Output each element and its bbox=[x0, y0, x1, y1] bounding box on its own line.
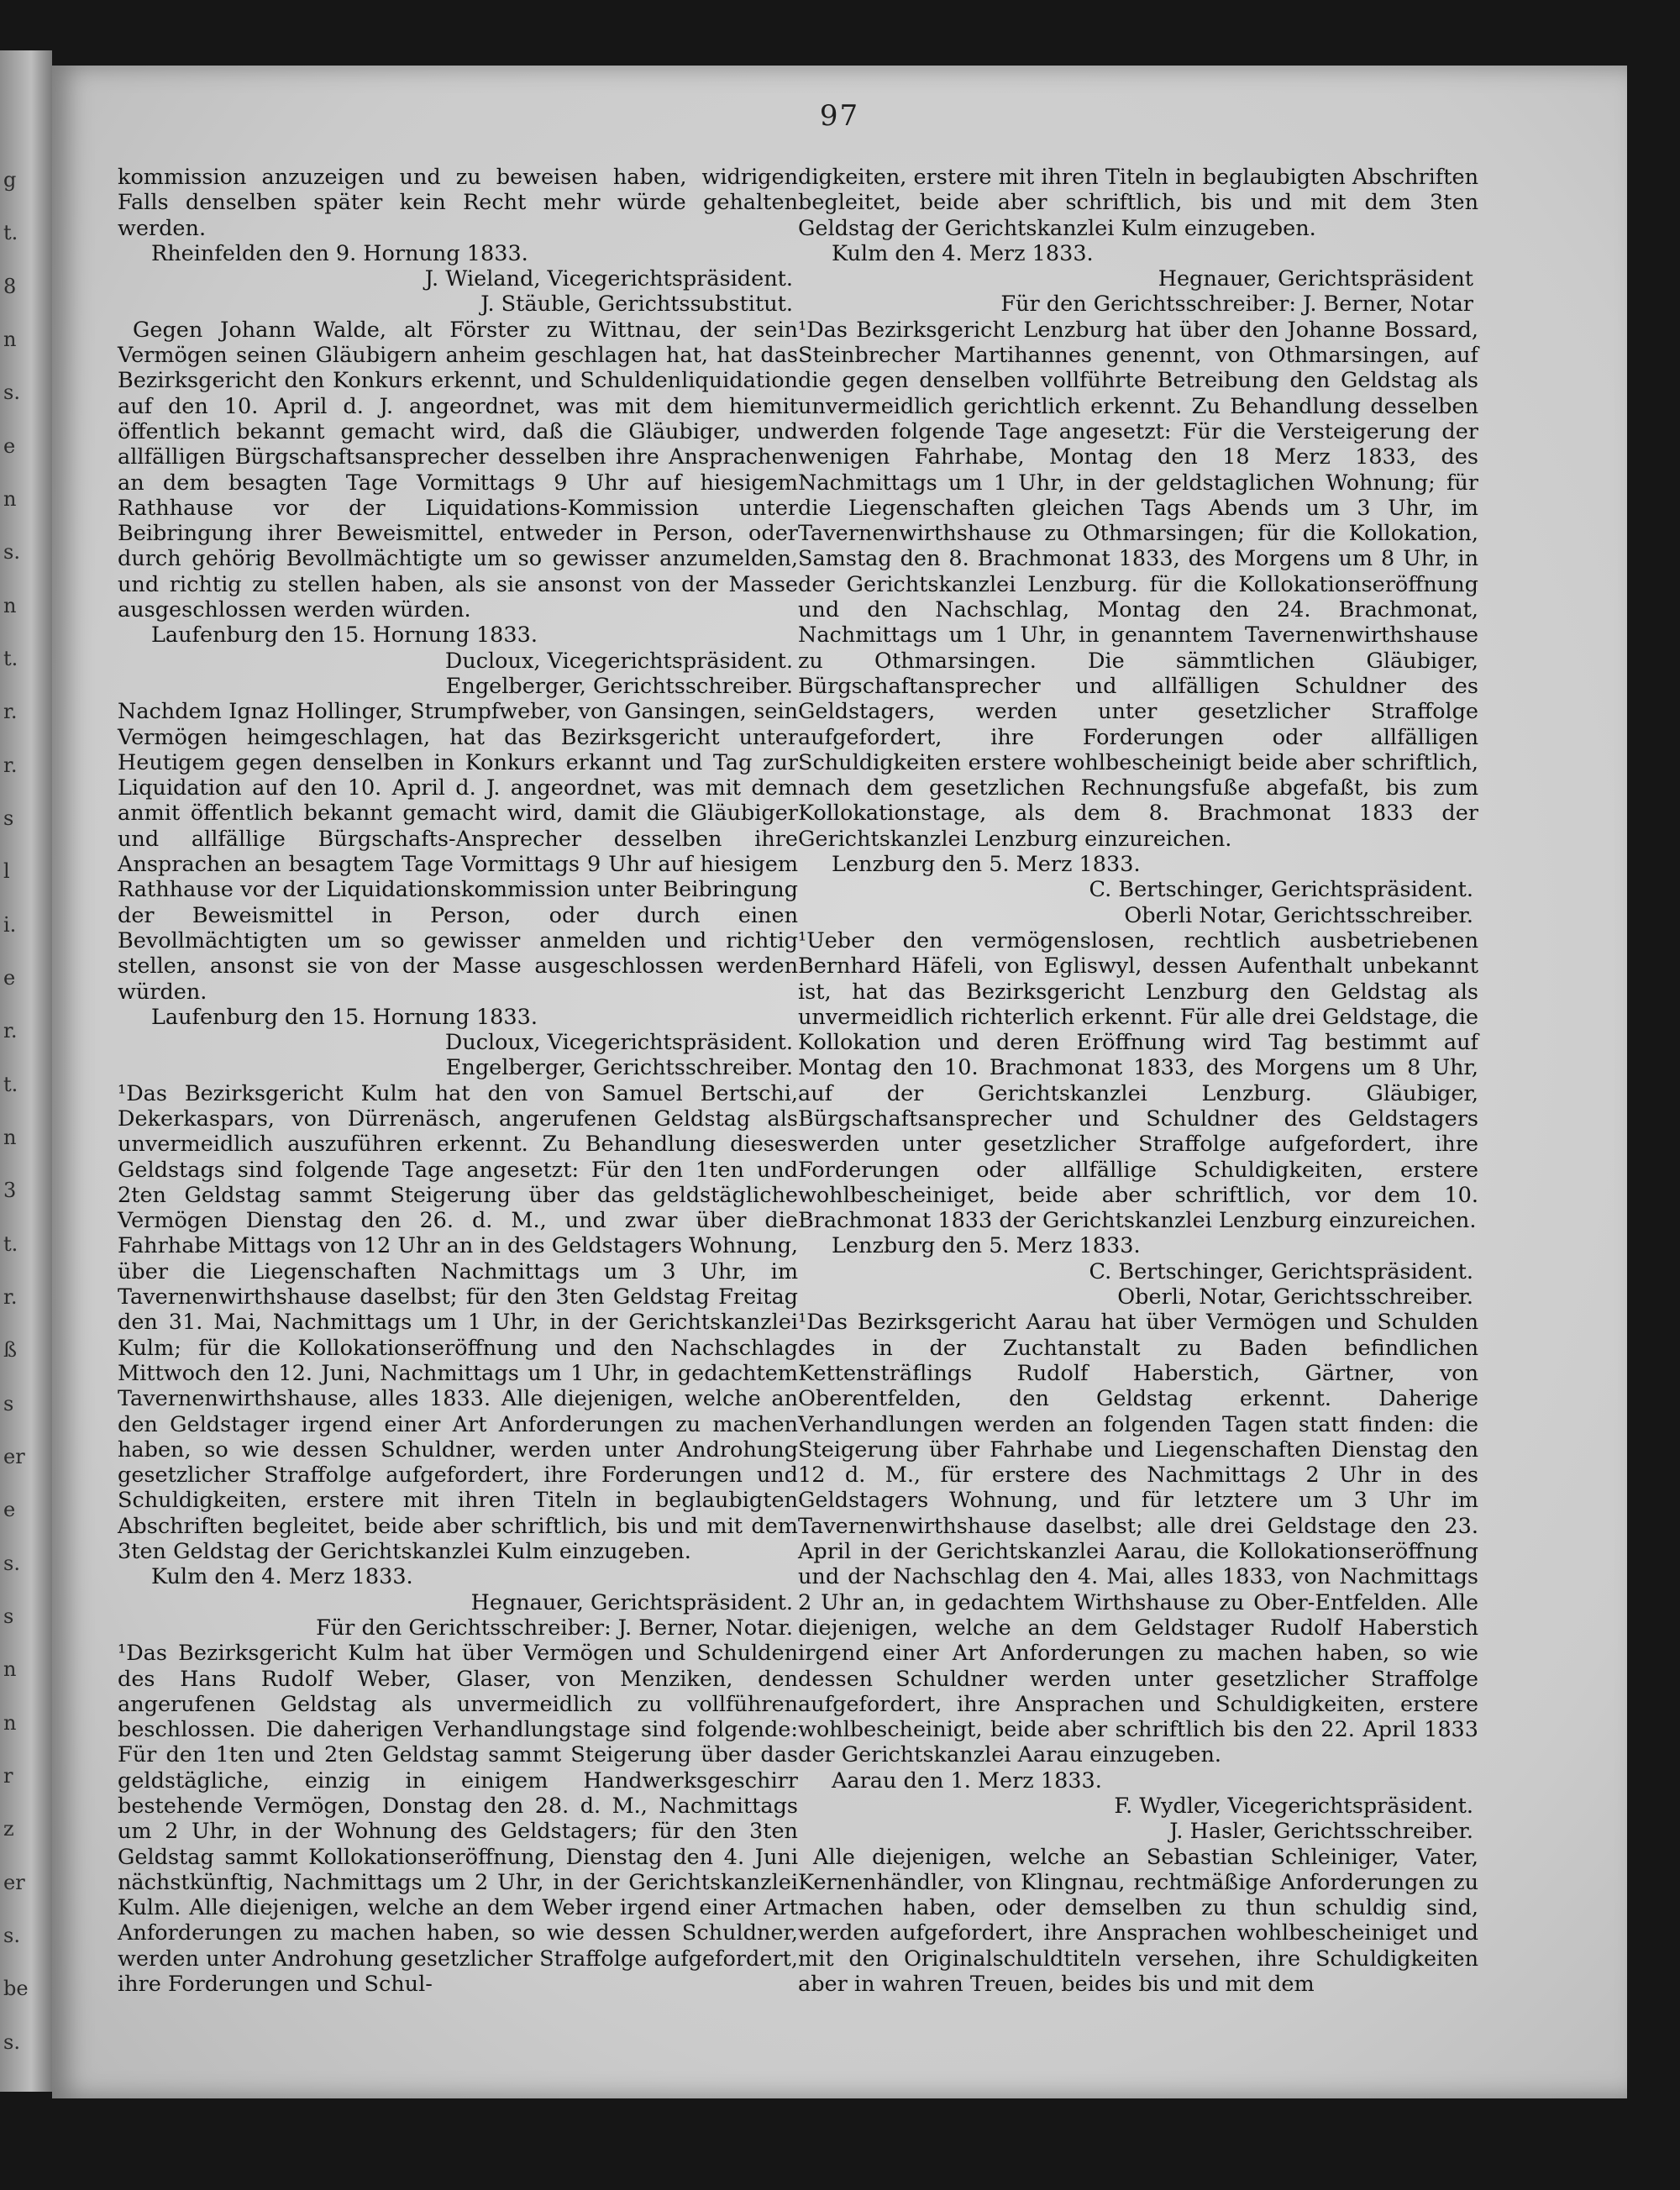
previous-page-fragment: r bbox=[3, 1764, 13, 1788]
notice-signature: Hegnauer, Gerichtspräsident bbox=[1158, 266, 1473, 292]
previous-page-fragment: i. bbox=[3, 912, 17, 937]
notice-date: Kulm den 4. Merz 1833. bbox=[832, 240, 1094, 266]
notice-text: Gegen Johann Walde, alt Förster zu Wittnau, der sein Vermögen seinen Gläubigern anheim geschlagen hat, hat das Bezirksgericht den Konkurs erkennt, und Schuldenliquidation auf den 10. April d. J. angeordnet, was mit dem hiemit öffentlich bekannt gemacht wird, daß die Gläubiger, und allfälligen Bürgschaftsansprecher desselben ihre Ansprachen an dem besagten Tage Vormittags 9 Uhr auf hiesigem Rathhause vor der Liquidations-Kommission unter Beibringung ihrer Beweismittel, entweder in Person, oder durch gehörig Bevollmächtigte um so gewisser anzumelden, und richtig zu stellen haben, als sie ansonst von der Masse ausgeschlossen werden würden. bbox=[118, 317, 798, 623]
previous-page-fragment: s. bbox=[3, 2030, 20, 2054]
previous-page-fragment: s bbox=[3, 1604, 14, 1628]
notice-text: ¹Das Bezirksgericht Kulm hat über Vermögen und Schulden des Hans Rudolf Weber, Glaser, von Menziken, den angerufenen Geldstag als unvermeidlich zu vollführen beschlossen. Die daherigen Verhandlungstage sind folgende: Für den 1ten und 2ten Geldstag sammt Steigerung über das geldstägliche, einzig in einigem Handwerksgeschirr bestehende Vermögen, Donstag den 28. d. M., Nachmittags um 2 Uhr, in der Wohnung des Geldstagers; für den 3ten Geldstag sammt Kollokationseröffnung, Dienstag den 4. Juni nächstkünftig, Nachmittags um 2 Uhr, in der Gerichtskanzlei Kulm. Alle diejenigen, welche an dem Weber irgend einer Art Anforderungen zu machen haben, so wie dessen Schuldner, werden unter Androhung gesetzlicher Straffolge aufgefordert, ihre Forderungen und Schul- bbox=[118, 1641, 798, 1998]
previous-page-fragment: z bbox=[3, 1817, 14, 1841]
previous-page-fragment: s. bbox=[3, 540, 20, 565]
previous-page-fragment: r. bbox=[3, 1019, 18, 1043]
notice-signature: Für den Gerichtsschreiber: J. Berner, Notar. bbox=[316, 1615, 793, 1641]
previous-page-fragment: be bbox=[3, 1977, 29, 2001]
previous-page-fragment: e bbox=[3, 433, 16, 458]
previous-page-fragment: r. bbox=[3, 753, 18, 777]
previous-page-fragment: t. bbox=[3, 1232, 18, 1256]
notice-text: Nachdem Ignaz Hollinger, Strumpfweber, von Gansingen, sein Vermögen heimgeschlagen, hat das Bezirksgericht unter Heutigem gegen denselben in Konkurs erkannt und Tag zur Liquidation auf den 10. April d. J. angeordnet, was mit dem anmit öffentlich bekannt gemacht wird, damit die Gläubiger und allfällige Bürgschafts-Ansprecher desselben ihre Ansprachen an besagtem Tage Vormittags 9 Uhr auf hiesigem Rathhause vor der Liquidationskommission unter Beibringung der Beweismittel in Person, oder durch einen Bevollmächtigten um so gewisser anmelden und richtig stellen, ansonst sie von der Masse ausgeschlossen werden würden. bbox=[118, 699, 798, 1005]
previous-page-edge bbox=[0, 50, 52, 2092]
previous-page-fragment: s. bbox=[3, 1924, 20, 1947]
notice-text: digkeiten, erstere mit ihren Titeln in beglaubigten Abschriften begleitet, beide aber schriftlich, bis und mit dem 3ten Geldstag der Gerichtskanzlei Kulm einzugeben. bbox=[798, 165, 1478, 241]
page-number: 97 bbox=[819, 99, 860, 133]
previous-page-fragment: r. bbox=[3, 700, 18, 724]
notice-signature: Hegnauer, Gerichtspräsident. bbox=[470, 1589, 793, 1615]
previous-page-fragment: g bbox=[3, 168, 17, 192]
notice-text: ¹Ueber den vermögenslosen, rechtlich ausbetriebenen Bernhard Häfeli, von Egliswyl, dessen Aufenthalt unbekannt ist, hat das Bezirksgericht Lenzburg den Geldstag als unvermeidlich richterlich erkennt. Für alle drei Geldstage, die Kollokation und deren Eröffnung wird Tag bestimmt auf Montag den 10. Brachmonat 1833, des Morgens um 8 Uhr, auf der Gerichtskanzlei Lenzburg. Gläubiger, Bürgschaftsansprecher und Schuldner des Geldstagers werden unter gesetzlicher Straffolge aufgefordert, ihre Forderungen oder allfällige Schuldigkeiten, erstere wohlbescheiniget, beide aber schriftlich, vor dem 10. Brachmonat 1833 der Gerichtskanzlei Lenzburg einzureichen. bbox=[798, 927, 1478, 1234]
notice-date: Lenzburg den 5. Merz 1833. bbox=[832, 1233, 1141, 1259]
notice-signature: J. Wieland, Vicegerichtspräsident. bbox=[424, 266, 793, 292]
notice-signature: Ducloux, Vicegerichtspräsident. bbox=[444, 1030, 793, 1056]
previous-page-fragment: 3 bbox=[3, 1179, 17, 1203]
previous-page-fragment: er bbox=[3, 1445, 25, 1468]
notice-text: Alle diejenigen, welche an Sebastian Schleiniger, Vater, Kernenhändler, von Klingnau, rechtmäßige Anforderungen zu machen haben, oder demselben zu thun schuldig sind, werden aufgefordert, ihre Ansprachen wohlbescheiniget und mit den Originalschuldtiteln versehen, ihre Schuldigkeiten aber in wahren Treuen, beides bis und mit dem bbox=[798, 1844, 1478, 1998]
previous-page-fragment: r. bbox=[3, 1285, 18, 1309]
previous-page-fragment: t. bbox=[3, 647, 18, 670]
notice-date: Rheinfelden den 9. Hornung 1833. bbox=[151, 240, 528, 266]
notice-date: Lenzburg den 5. Merz 1833. bbox=[832, 852, 1141, 878]
notice-signature: Oberli Notar, Gerichtsschreiber. bbox=[1124, 902, 1473, 928]
previous-page-fragment: n bbox=[3, 1710, 17, 1735]
notice-text: kommission anzuzeigen und zu beweisen haben, widrigen Falls denselben später kein Recht mehr würde gehalten werden. bbox=[118, 165, 798, 241]
notice-date: Kulm den 4. Merz 1833. bbox=[151, 1564, 413, 1590]
notice-date: Laufenburg den 15. Hornung 1833. bbox=[151, 1004, 538, 1030]
previous-page-fragment: 8 bbox=[3, 274, 17, 298]
previous-page-fragment: s bbox=[3, 806, 14, 830]
previous-page-fragment: n bbox=[3, 328, 17, 351]
notice-date: Laufenburg den 15. Hornung 1833. bbox=[151, 622, 538, 649]
notice-signature: F. Wydler, Vicegerichtspräsident. bbox=[1114, 1793, 1473, 1819]
previous-page-fragment: s. bbox=[3, 1551, 20, 1575]
previous-page-fragment: e bbox=[3, 966, 16, 990]
previous-page-fragment: n bbox=[3, 593, 17, 617]
previous-page-fragment: ß bbox=[3, 1338, 18, 1363]
previous-page-fragment: n bbox=[3, 487, 17, 511]
left-column bbox=[118, 165, 798, 1997]
notice-text: ¹Das Bezirksgericht Lenzburg hat über den Johanne Bossard, Steinbrecher Martihannes genennt, von Othmarsingen, auf die gegen denselben vollführte Betreibung den Geldstag als unvermeidlich gerichtlich erkennt. Zu Behandlung desselben werden folgende Tage angesetzt: Für die Versteigerung der wenigen Fahrhabe, Montag den 18 Merz 1833, des Nachmittags um 1 Uhr, in der geldstaglichen Wohnung; für die Liegenschaften gleichen Tags Abends um 3 Uhr, im Tavernenwirthshause zu Othmarsingen; für die Kollokation, Samstag den 8. Brachmonat 1833, des Morgens um 8 Uhr, in der Gerichtskanzlei Lenzburg. für die Kollokationseröffnung und den Nachschlag, Montag den 24. Brachmonat, Nachmittags um 1 Uhr, in genanntem Tavernenwirthshause zu Othmarsingen. Die sämmtlichen Gläubiger, Bürgschaftansprecher und allfälligen Schuldner des Geldstagers, werden unter gesetzlicher Straffolge aufgefordert, ihre Forderungen oder allfälligen Schuldigkeiten erstere wohlbescheinigt beide aber schriftlich, nach dem gesetzlichen Rechnungsfuße abgefaßt, bis zum Kollokationstage, als dem 8. Brachmonat 1833 der Gerichtskanzlei Lenzburg einzureichen. bbox=[798, 317, 1478, 852]
notice-text: ¹Das Bezirksgericht Aarau hat über Vermögen und Schulden des in der Zuchtanstalt zu Baden befindlichen Kettensträflings Rudolf Haberstich, Gärtner, von Oberentfelden, den Geldstag erkennt. Daherige Verhandlungen werden an folgenden Tagen statt finden: die Steigerung über Fahrhabe und Liegenschaften Dienstag den 12 d. M., für erstere des Nachmittags 2 Uhr in des Geldstagers Wohnung, und für letztere um 3 Uhr im Tavernenwirthshause daselbst; alle drei Geldstage den 23. April in der Gerichtskanzlei Aarau, die Kollokationseröffnung und der Nachschlag den 4. Mai, alles 1833, von Nachmittags 2 Uhr an, in gedachtem Wirthshause zu Ober-Entfelden. Alle diejenigen, welche an dem Geldstager Rudolf Haberstich irgend einer Art Anforderungen zu machen haben, so wie dessen Schuldner werden unter gesetzlicher Straffolge aufgefordert, ihre Ansprachen und Schuldigkeiten, erstere wohlbescheinigt, beide aber schriftlich bis den 22. April 1833 der Gerichtskanzlei Aarau einzugeben. bbox=[798, 1310, 1478, 1768]
notice-signature: Engelberger, Gerichtsschreiber. bbox=[445, 1055, 793, 1081]
notice-signature: Engelberger, Gerichtsschreiber. bbox=[445, 673, 793, 699]
notice-signature: J. Hasler, Gerichtsschreiber. bbox=[1169, 1819, 1473, 1845]
notice-signature: J. Stäuble, Gerichtssubstitut. bbox=[480, 291, 793, 318]
notice-text: ¹Das Bezirksgericht Kulm hat den von Samuel Bertschi, Dekerkaspars, von Dürrenäsch, angerufenen Geldstag als unvermeidlich auszuführen erkennt. Zu Behandlung dieses Geldstags sind folgende Tage angesetzt: Für den 1ten und 2ten Geldstag sammt Steigerung über das geldstägliche Vermögen Dienstag den 26. d. M., und zwar über die Fahrhabe Mittags von 12 Uhr an in des Geldstagers Wohnung, über die Liegenschaften Nachmittags um 3 Uhr, im Tavernenwirthshause daselbst; für den 3ten Geldstag Freitag den 31. Mai, Nachmittags um 1 Uhr, in der Gerichtskanzlei Kulm; für die Kollokationseröffnung und den Nachschlag Mittwoch den 12. Juni, Nachmittags um 1 Uhr, in gedachtem Tavernenwirthshause, alles 1833. Alle diejenigen, welche an den Geldstager irgend einer Art Anforderungen zu machen haben, so wie dessen Schuldner, werden unter Androhung gesetzlicher Straffolge aufgefordert, ihre Forderungen und Schuldigkeiten, erstere mit ihren Titeln in beglaubigten Abschriften begleitet, beide aber schriftlich, bis und mit dem 3ten Geldstag der Gerichtskanzlei Kulm einzugeben. bbox=[118, 1080, 798, 1565]
notice-signature: Für den Gerichtsschreiber: J. Berner, Notar bbox=[1000, 291, 1473, 318]
previous-page-fragment: t. bbox=[3, 1072, 18, 1096]
previous-page-fragment: t. bbox=[3, 221, 18, 245]
previous-page-fragment: n bbox=[3, 1126, 17, 1149]
previous-page-fragment: l bbox=[3, 859, 10, 884]
previous-page-fragment: er bbox=[3, 1870, 25, 1894]
newspaper-page bbox=[52, 66, 1627, 2098]
right-column bbox=[798, 165, 1478, 1997]
notice-signature: Oberli, Notar, Gerichtsschreiber. bbox=[1117, 1284, 1473, 1310]
notice-signature: C. Bertschinger, Gerichtspräsident. bbox=[1089, 1258, 1473, 1284]
previous-page-fragment: s. bbox=[3, 381, 20, 405]
previous-page-fragment: s bbox=[3, 1391, 14, 1415]
notice-signature: Ducloux, Vicegerichtspräsident. bbox=[444, 648, 793, 674]
previous-page-fragment: e bbox=[3, 1498, 16, 1522]
notice-date: Aarau den 1. Merz 1833. bbox=[832, 1767, 1102, 1793]
notice-signature: C. Bertschinger, Gerichtspräsident. bbox=[1089, 877, 1473, 903]
previous-page-fragment: n bbox=[3, 1657, 17, 1682]
